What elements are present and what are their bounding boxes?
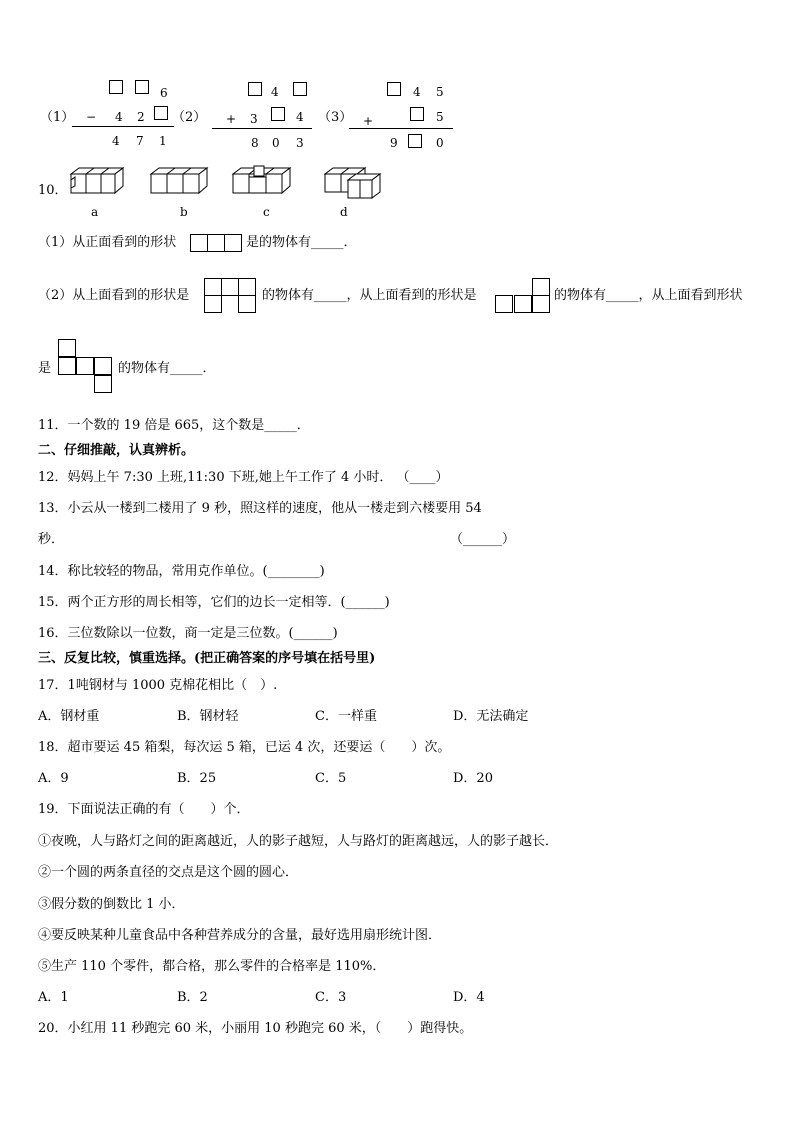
digit: 1	[159, 134, 167, 148]
digit: 4	[413, 85, 421, 99]
q10-part2-line2-prefix: 是	[38, 361, 52, 376]
question-10-number: 10．	[38, 183, 68, 198]
answer-box[interactable]	[154, 106, 168, 120]
answer-box[interactable]	[387, 82, 401, 96]
answer-box[interactable]	[248, 82, 262, 96]
operator: +	[363, 114, 374, 128]
q10-part1-prefix: （1）从正面看到的形状	[38, 235, 177, 250]
option-c[interactable]: C．5	[315, 771, 347, 786]
question-19-stem: 19．下面说法正确的有（ ）个．	[38, 802, 250, 817]
option-b[interactable]: B．钢材轻	[177, 709, 239, 724]
problem-2-label: （2）	[172, 110, 207, 125]
q10-part1-suffix: 是的物体有_____．	[246, 235, 357, 250]
digit: 9	[390, 136, 398, 150]
option-d[interactable]: D．4	[453, 990, 485, 1005]
digit: 4	[115, 110, 123, 124]
digit: 4	[271, 85, 279, 99]
sum-line	[212, 128, 312, 129]
question-17-stem: 17．1吨钢材与 1000 克棉花相比（ ）.	[38, 678, 278, 693]
statement-1: ①夜晚，人与路灯之间的距离越近，人的影子越短，人与路灯的距离越远，人的影子越长．	[38, 834, 559, 849]
question-20: 20．小红用 11 秒跑完 60 米，小丽用 10 秒跑完 60 米，（ ）跑得快。	[38, 1021, 473, 1036]
option-b[interactable]: B．25	[177, 771, 217, 786]
statement-3: ③假分数的倒数比 1 小．	[38, 897, 185, 912]
cube-figure-d	[322, 164, 386, 202]
option-a[interactable]: A．9	[38, 771, 69, 786]
statement-2: ②一个圆的两条直径的交点是这个圆的圆心．	[38, 865, 299, 880]
digit: 4	[112, 134, 120, 148]
question-13-line1: 13．小云从一楼到二楼用了 9 秒，照这样的速度，他从一楼走到六楼要用 54	[38, 501, 482, 516]
section-3-heading: 三、反复比较，慎重选择。(把正确答案的序号填在括号里)	[38, 651, 376, 666]
option-b[interactable]: B．2	[177, 990, 208, 1005]
answer-box[interactable]	[410, 107, 424, 121]
digit: 0	[436, 136, 444, 150]
figure-label-d: d	[340, 205, 348, 219]
question-14: 14．称比较轻的物品，常用克作单位。(________)	[38, 564, 325, 579]
problem-1-label: （1）	[40, 110, 75, 125]
option-a[interactable]: A．1	[38, 990, 69, 1005]
option-d[interactable]: D．20	[453, 771, 493, 786]
q10-part2-mid1: 的物体有_____，从上面看到的形状是	[262, 288, 477, 303]
question-11: 11．一个数的 19 倍是 665，这个数是_____．	[38, 418, 310, 433]
question-18-stem: 18．超市要运 45 箱梨，每次运 5 箱，已运 4 次，还要运（ ）次。	[38, 740, 451, 755]
figure-label-c: c	[263, 205, 270, 219]
operator: −	[86, 110, 97, 124]
answer-box[interactable]	[135, 80, 149, 94]
option-d[interactable]: D．无法确定	[453, 709, 529, 724]
answer-box[interactable]	[109, 80, 123, 94]
option-c[interactable]: C．3	[315, 990, 347, 1005]
statement-4: ④要反映某种儿童食品中各种营养成分的含量，最好选用扇形统计图．	[38, 928, 442, 943]
q10-part2-mid2: 的物体有_____，从上面看到形状	[554, 288, 743, 303]
statement-5: ⑤生产 110 个零件，都合格，那么零件的合格率是 110%．	[38, 959, 386, 974]
answer-box[interactable]	[293, 82, 307, 96]
answer-box[interactable]	[271, 107, 285, 121]
digit: 3	[250, 112, 258, 126]
q10-part2-prefix: （2）从上面看到的形状是	[38, 288, 190, 303]
q10-part2-line2-suffix: 的物体有_____．	[118, 361, 216, 376]
option-a[interactable]: A．钢材重	[38, 709, 100, 724]
problem-3-label: （3）	[318, 110, 353, 125]
option-c[interactable]: C．一样重	[315, 709, 377, 724]
digit: 4	[296, 110, 304, 124]
question-12: 12．妈妈上午 7:30 上班,11:30 下班,她上午工作了 4 小时． （____）	[38, 470, 449, 485]
cube-figure-a	[66, 166, 136, 198]
digit: 3	[296, 136, 304, 150]
digit: 5	[436, 110, 444, 124]
operator: +	[226, 112, 237, 126]
digit: 2	[137, 110, 145, 124]
sum-line	[349, 128, 453, 129]
digit: 8	[251, 136, 259, 150]
digit: 6	[160, 86, 168, 100]
figure-label-b: b	[180, 205, 188, 219]
digit: 5	[436, 85, 444, 99]
figure-label-a: a	[91, 205, 99, 219]
cube-figure-b	[148, 166, 218, 198]
question-16: 16．三位数除以一位数，商一定是三位数。(______)	[38, 626, 338, 641]
cube-figure-c	[230, 164, 302, 198]
digit: 7	[136, 134, 144, 148]
sum-line	[72, 126, 174, 127]
question-13-line2: 秒．	[38, 532, 65, 547]
answer-box[interactable]	[408, 134, 422, 148]
question-13-answer-bracket[interactable]: （______）	[450, 532, 516, 547]
question-15: 15．两个正方形的周长相等，它们的边长一定相等．(______)	[38, 595, 390, 610]
digit: 0	[272, 136, 280, 150]
section-2-heading: 二、仔细推敲，认真辨析。	[38, 443, 195, 458]
